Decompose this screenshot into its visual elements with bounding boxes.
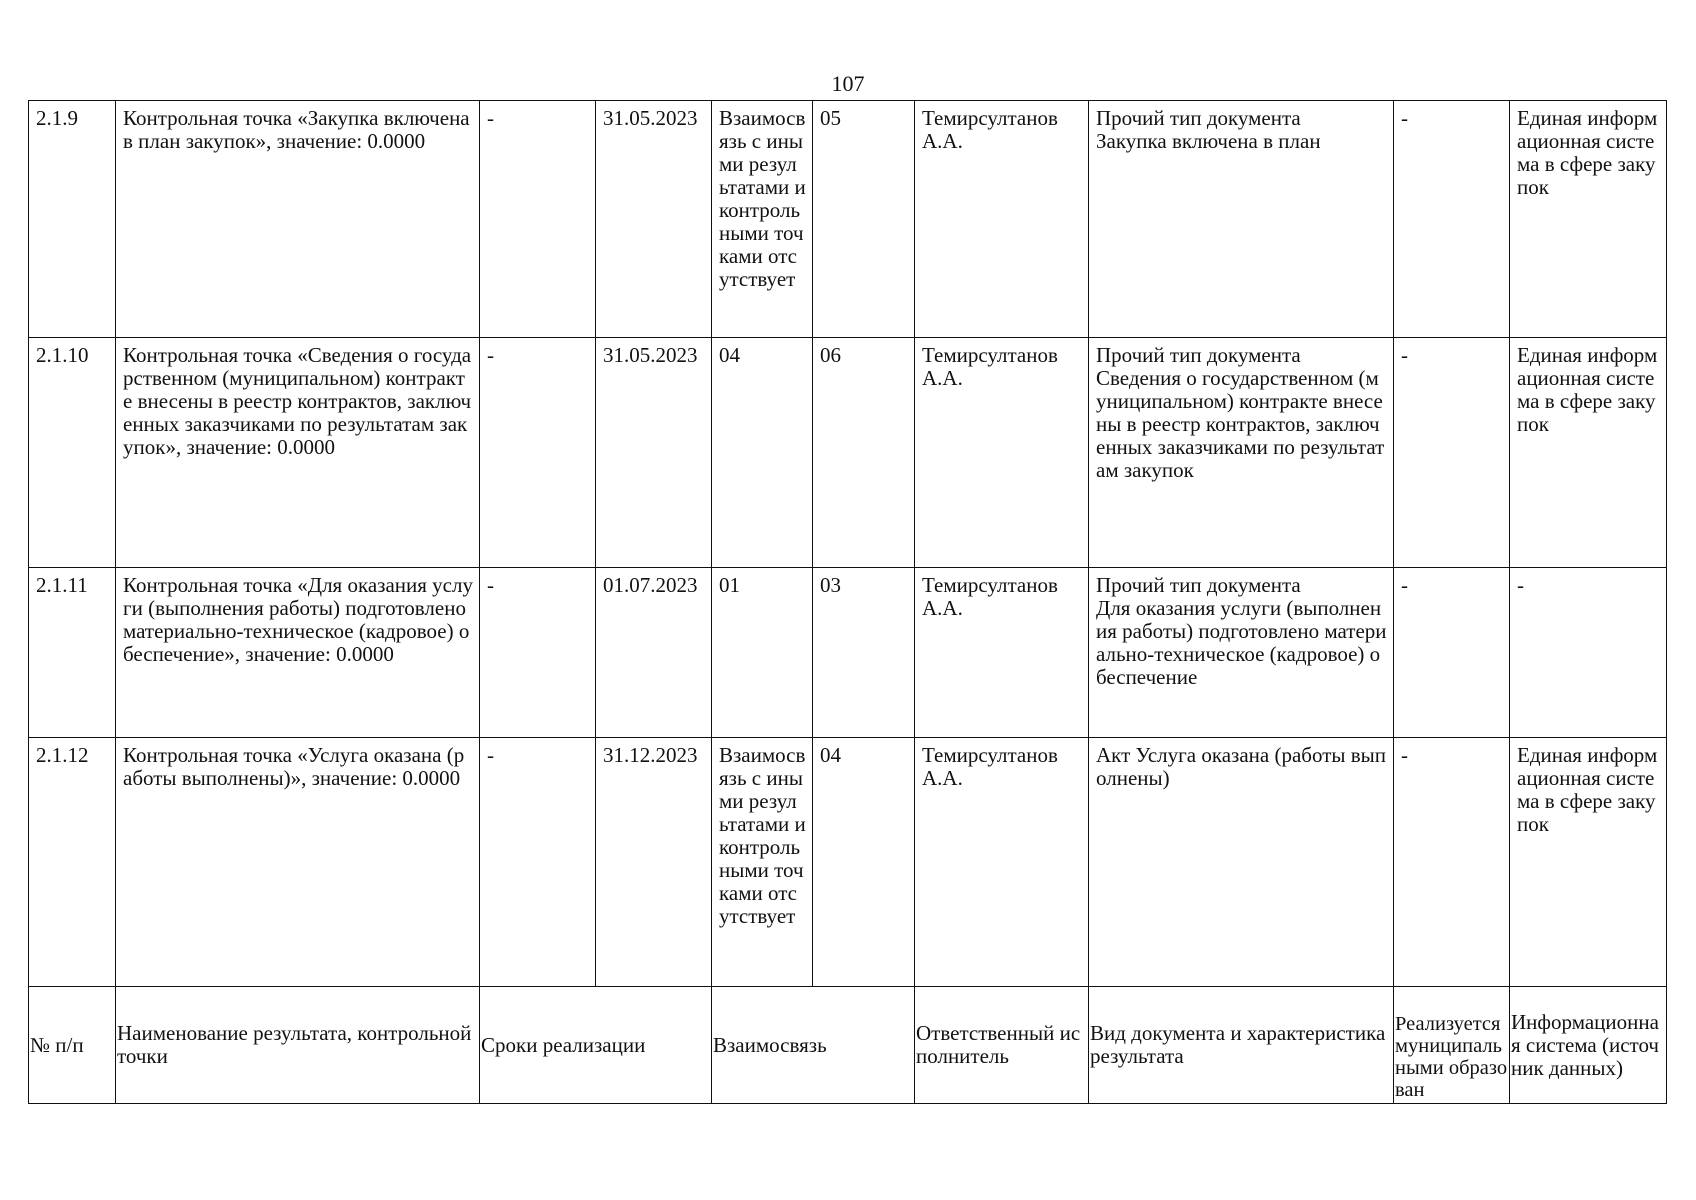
responsible	[915, 338, 1089, 568]
document-kind: Прочий тип документа	[1096, 106, 1301, 130]
header-number: № п/п	[29, 987, 116, 1104]
row-number: 2.1.11	[29, 568, 116, 738]
predecessor: 04	[712, 338, 813, 568]
document-type	[1089, 338, 1394, 568]
document-type	[1089, 738, 1394, 987]
information-system: -	[1510, 568, 1667, 738]
responsible-initials: А.А.	[922, 766, 963, 790]
table-row	[29, 101, 1667, 338]
responsible-initials: А.А.	[922, 129, 963, 153]
end-date: 31.12.2023	[596, 738, 712, 987]
table-header-row	[29, 987, 1667, 1104]
header-responsible: Ответственный исполнитель	[915, 987, 1089, 1104]
responsible	[915, 738, 1089, 987]
header-information-system: Информационная система (источник данных)	[1510, 987, 1667, 1104]
responsible-surname: Темирсултанов	[922, 573, 1058, 597]
start-date: -	[480, 101, 596, 338]
responsible-initials: А.А.	[922, 596, 963, 620]
page-number: 107	[831, 71, 865, 96]
successor: 03	[813, 568, 915, 738]
municipal-implementation: -	[1394, 338, 1510, 568]
table-row	[29, 568, 1667, 738]
start-date: -	[480, 568, 596, 738]
row-number: 2.1.9	[29, 101, 116, 338]
responsible-surname: Темирсултанов	[922, 743, 1058, 767]
successor: 04	[813, 738, 915, 987]
predecessor: Взаимосвязь с иными результатами и контрольными точками отсутствует	[712, 738, 813, 987]
result-name: Контрольная точка «Для оказания услуги (выполнения работы) подготовлено материально-техническое (кадровое) обеспечение», значение: 0.0000	[116, 568, 480, 738]
result-name: Контрольная точка «Закупка включена в план закупок», значение: 0.0000	[116, 101, 480, 338]
successor: 06	[813, 338, 915, 568]
header-relation: Взаимосвязь	[712, 987, 915, 1104]
information-system: Единая информационная система в сфере закупок	[1510, 338, 1667, 568]
responsible	[915, 568, 1089, 738]
table-row	[29, 738, 1667, 987]
information-system: Единая информационная система в сфере закупок	[1510, 738, 1667, 987]
predecessor: Взаимосвязь с иными результатами и контрольными точками отсутствует	[712, 101, 813, 338]
responsible-initials: А.А.	[922, 366, 963, 390]
document-kind: Прочий тип документа	[1096, 573, 1301, 597]
row-number: 2.1.12	[29, 738, 116, 987]
municipal-implementation: -	[1394, 738, 1510, 987]
responsible	[915, 101, 1089, 338]
document-description: Сведения о государственном (муниципальном) контракте внесены в реестр контрактов, заключенных заказчиками по результатам закупок	[1096, 366, 1385, 482]
start-date: -	[480, 738, 596, 987]
responsible-surname: Темирсултанов	[922, 106, 1058, 130]
document-description: Акт Услуга оказана (работы выполнены)	[1096, 743, 1387, 790]
end-date: 31.05.2023	[596, 101, 712, 338]
municipal-implementation: -	[1394, 568, 1510, 738]
predecessor: 01	[712, 568, 813, 738]
document-description: Закупка включена в план	[1096, 129, 1321, 153]
document-description: Для оказания услуги (выполнения работы) подготовлено материально-техническое (кадровое) обеспечение	[1096, 596, 1387, 689]
table-row	[29, 338, 1667, 568]
header-deadlines: Сроки реализации	[480, 987, 712, 1104]
result-name: Контрольная точка «Услуга оказана (работы выполнены)», значение: 0.0000	[116, 738, 480, 987]
municipal-implementation: -	[1394, 101, 1510, 338]
header-document-type: Вид документа и характеристика результата	[1089, 987, 1394, 1104]
document-kind: Прочий тип документа	[1096, 343, 1301, 367]
start-date: -	[480, 338, 596, 568]
document-type	[1089, 568, 1394, 738]
row-number: 2.1.10	[29, 338, 116, 568]
responsible-surname: Темирсултанов	[922, 343, 1058, 367]
successor: 05	[813, 101, 915, 338]
result-name: Контрольная точка «Сведения о государственном (муниципальном) контракте внесены в реестр контрактов, заключенных заказчиками по результатам закупок», значение: 0.0000	[116, 338, 480, 568]
end-date: 31.05.2023	[596, 338, 712, 568]
control-points-table	[28, 100, 1667, 1104]
document-type	[1089, 101, 1394, 338]
header-municipal: Реализуется муниципальными образован	[1394, 987, 1510, 1104]
end-date: 01.07.2023	[596, 568, 712, 738]
information-system: Единая информационная система в сфере закупок	[1510, 101, 1667, 338]
header-name: Наименование результата, контрольной точки	[116, 987, 480, 1104]
